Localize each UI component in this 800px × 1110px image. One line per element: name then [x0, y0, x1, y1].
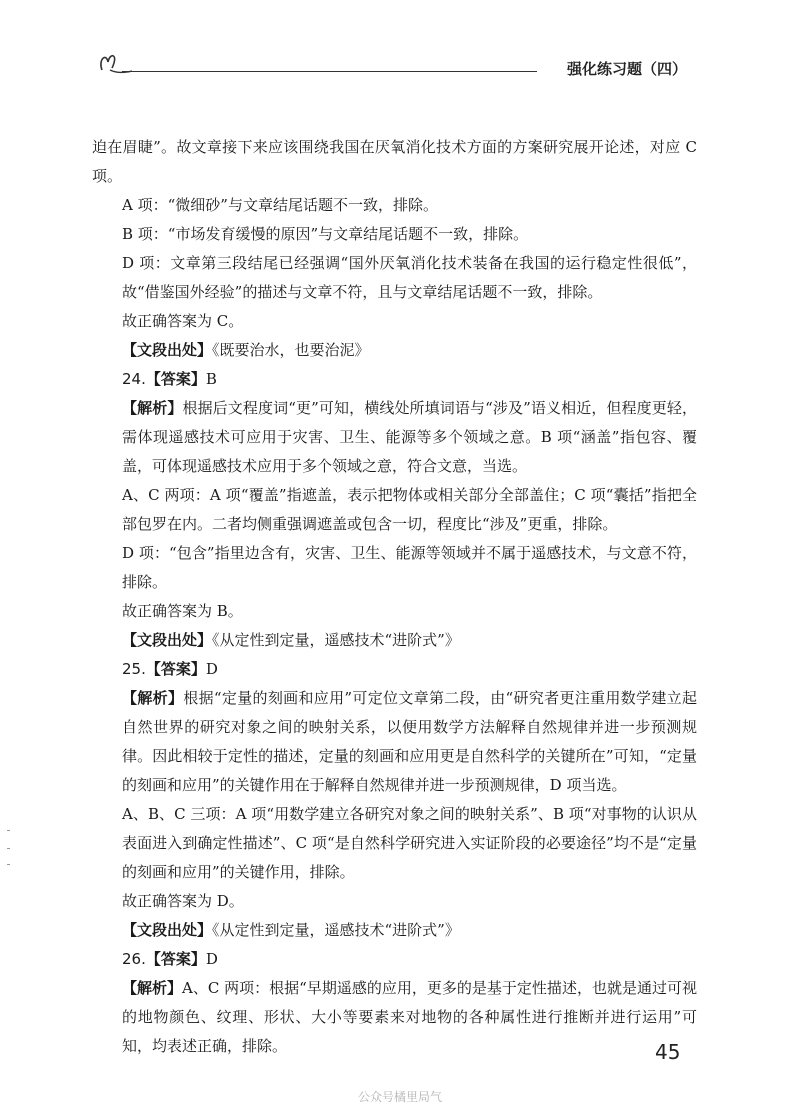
body-paragraph: 迫在眉睫”。故文章接下来应该围绕我国在厌氧消化技术方面的方案研究展开论述，对应 C 项。 — [92, 138, 697, 185]
answer-line — [92, 365, 697, 394]
scan-edge-mark — [7, 864, 10, 865]
question-number: 26. — [122, 950, 146, 968]
answer-label: 【答案】 — [145, 370, 206, 388]
source-label: 【文段出处】 — [122, 921, 213, 939]
scan-edge-mark — [7, 848, 10, 849]
answer-value: B — [205, 370, 217, 388]
body-paragraph: 故正确答案为 D。 — [122, 892, 244, 910]
body-paragraph: A 项：“微细砂”与文章结尾话题不一致，排除。 — [122, 196, 438, 214]
source-label: 【文段出处】 — [122, 341, 213, 359]
body-paragraph: 故正确答案为 B。 — [122, 602, 243, 620]
analysis-paragraph — [92, 394, 697, 481]
analysis-paragraph — [92, 974, 697, 1061]
header-rule — [122, 71, 537, 72]
body-paragraph: D 项：文章第三段结尾已经强调“国外厌氧消化技术装备在我国的运行稳定性很低”，故“借鉴国外经验”的描述与文章不符，且与文章结尾话题不一致，排除。 — [122, 254, 697, 301]
source-line — [92, 626, 697, 655]
page-number: 45 — [655, 1040, 681, 1064]
answer-line — [92, 945, 697, 974]
scan-edge-mark — [7, 830, 10, 831]
source-title: 《从定性到定量，遥感技术“进阶式”》 — [212, 921, 460, 939]
running-header — [92, 44, 697, 84]
analysis-paragraph — [92, 684, 697, 800]
section-title: 强化练习题（四） — [566, 60, 687, 78]
analysis-label: 【解析】 — [122, 979, 183, 997]
body-paragraph: B 项：“市场发育缓慢的原因”与文章结尾话题不一致，排除。 — [122, 225, 529, 243]
analysis-label: 【解析】 — [122, 689, 184, 707]
answer-label: 【答案】 — [145, 950, 206, 968]
answer-value: D — [205, 660, 218, 678]
source-label: 【文段出处】 — [122, 631, 213, 649]
answer-line — [92, 655, 697, 684]
analysis-text: 根据后文程度词“更”可知，横线处所填词语与“涉及”语义相近，但程度更轻，需体现遥感技术可应用于灾害、卫生、能源等多个领域之意。B 项“涵盖”指包容、覆盖，可体现遥感技术应用于多个领域之意，符合文意，当选。 — [122, 399, 697, 475]
analysis-text: A、C 两项：根据“早期遥感的应用，更多的是基于定性描述，也就是通过可视的地物颜色、纹理、形状、大小等要素来对地物的各种属性进行推断并进行运用”可知，均表述正确，排除。 — [122, 979, 697, 1055]
answer-label: 【答案】 — [145, 660, 206, 678]
question-number: 24. — [122, 370, 146, 388]
watermark: 公众号橘里局气 — [357, 1090, 442, 1104]
main-text — [92, 133, 697, 1061]
analysis-text: 根据“定量的刻画和应用”可定位文章第二段，由“研究者更注重用数学建立起自然世界的研究对象之间的映射关系，以便用数学方法解释自然规律并进一步预测规律。因此相较于定性的描述，定量的刻画和应用更是自然科学的关键所在”可知，“定量的刻画和应用”的关键作用在于解释自然规律并进一步预测规律，D 项当选。 — [122, 689, 697, 794]
body-paragraph: 故正确答案为 C。 — [122, 312, 244, 330]
body-paragraph: A、C 两项：A 项“覆盖”指遮盖，表示把物体或相关部分全部盖住；C 项“囊括”指把全部包罗在内。二者均侧重强调遮盖或包含一切，程度比“涉及”更重，排除。 — [122, 486, 697, 533]
source-line — [92, 336, 697, 365]
source-line — [92, 916, 697, 945]
source-title: 《既要治水，也要治泥》 — [212, 341, 370, 359]
source-title: 《从定性到定量，遥感技术“进阶式”》 — [212, 631, 460, 649]
body-paragraph: A、B、C 三项：A 项“用数学建立各研究对象之间的映射关系”、B 项“对事物的认识从表面进入到确定性描述”、C 项“是自然科学研究进入实证阶段的必要途径”均不是“定量的刻画和应用”的关键作用，排除。 — [122, 805, 697, 881]
question-number: 25. — [122, 660, 146, 678]
analysis-label: 【解析】 — [122, 399, 183, 417]
answer-value: D — [205, 950, 218, 968]
body-paragraph: D 项：“包含”指里边含有，灾害、卫生、能源等领域并不属于遥感技术，与文意不符，排除。 — [122, 544, 697, 591]
